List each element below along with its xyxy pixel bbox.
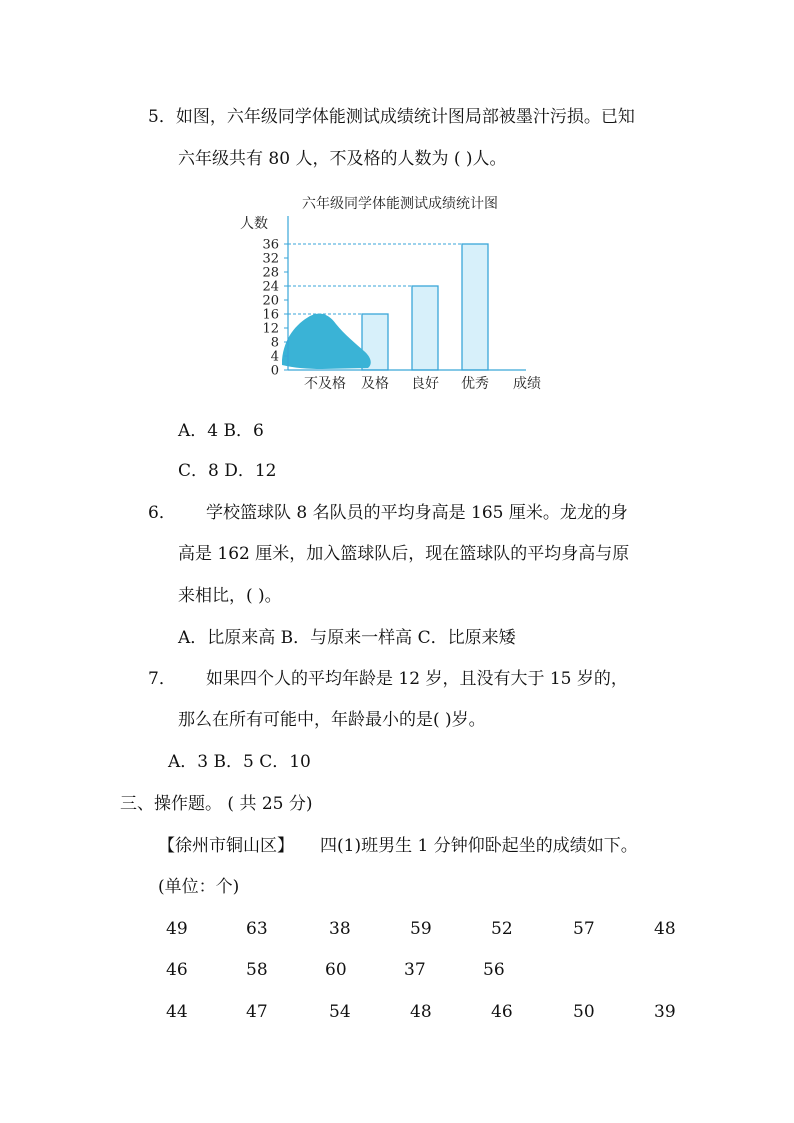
section-3-source: 【徐州市铜山区】 <box>158 836 294 856</box>
score-row-2-col-3: 60 <box>325 960 347 980</box>
chart-y-tick-label: 0 <box>270 363 279 379</box>
q6-options: A．比原来高 B．与原来一样高 C．比原来矮 <box>178 628 516 648</box>
score-row-1-col-7: 48 <box>654 919 676 939</box>
q5-line-2: 六年级共有 80 人，不及格的人数为 ( )人。 <box>178 149 507 169</box>
chart-title: 六年级同学体能测试成绩统计图 <box>302 196 498 212</box>
chart-y-tick-label: 12 <box>262 321 279 337</box>
chart-bar-优秀 <box>462 244 488 370</box>
section-3-intro: 四(1)班男生 1 分钟仰卧起坐的成绩如下。 <box>320 836 638 856</box>
chart-y-tick-label: 28 <box>262 265 279 281</box>
score-row-3-col-7: 39 <box>654 1002 676 1022</box>
score-row-3-col-5: 46 <box>491 1002 513 1022</box>
bar-chart <box>230 188 560 398</box>
q6-line-1: 学校篮球队 8 名队员的平均身高是 165 厘米。龙龙的身 <box>206 503 628 523</box>
score-row-2-col-5: 56 <box>483 960 505 980</box>
q6-line-2: 高是 162 厘米，加入篮球队后，现在篮球队的平均身高与原 <box>178 544 630 564</box>
score-row-3-col-4: 48 <box>410 1002 432 1022</box>
q7-number: 7． <box>148 669 176 689</box>
section-3-heading: 三、操作题。 ( 共 25 分) <box>120 794 313 814</box>
score-row-1-col-4: 59 <box>410 919 432 939</box>
chart-y-tick-label: 4 <box>270 349 279 365</box>
ink-stain <box>282 314 371 369</box>
score-row-1-col-3: 38 <box>329 919 351 939</box>
score-row-3-col-6: 50 <box>573 1002 595 1022</box>
q6-number: 6． <box>148 503 176 523</box>
section-3-unit: (单位：个) <box>158 877 240 897</box>
chart-y-tick-label: 36 <box>262 237 279 253</box>
score-row-1-col-6: 57 <box>573 919 595 939</box>
q7-options: A．3 B．5 C．10 <box>168 752 311 772</box>
chart-x-tick-label: 良好 <box>411 376 439 392</box>
q5-line-1: 5．如图，六年级同学体能测试成绩统计图局部被墨汁污损。已知 <box>148 107 635 127</box>
score-row-1-col-2: 63 <box>246 919 268 939</box>
chart-y-tick-label: 20 <box>262 293 279 309</box>
q5-options-row-2: C．8 D．12 <box>178 461 277 481</box>
chart-x-tick-label: 优秀 <box>461 376 489 392</box>
chart-y-tick-label: 24 <box>262 279 279 295</box>
score-row-2-col-2: 58 <box>246 960 268 980</box>
chart-x-tick-label: 不及格 <box>304 376 346 392</box>
chart-y-tick-label: 16 <box>262 307 279 323</box>
q6-line-3: 来相比，( )。 <box>178 586 282 606</box>
q7-line-1: 如果四个人的平均年龄是 12 岁，且没有大于 15 岁的， <box>206 669 628 689</box>
score-row-3-col-3: 54 <box>329 1002 351 1022</box>
score-row-1-col-1: 49 <box>166 919 188 939</box>
score-row-3-col-1: 44 <box>166 1002 188 1022</box>
chart-bar-良好 <box>412 286 438 370</box>
chart-y-tick-label: 8 <box>270 335 279 351</box>
chart-y-label: 人数 <box>240 216 268 232</box>
score-row-2-col-4: 37 <box>404 960 426 980</box>
chart-x-tick-label: 及格 <box>361 376 389 392</box>
q7-line-2: 那么在所有可能中，年龄最小的是( )岁。 <box>178 710 486 730</box>
chart-y-tick-label: 32 <box>262 251 279 267</box>
score-row-2-col-1: 46 <box>166 960 188 980</box>
score-row-3-col-2: 47 <box>246 1002 268 1022</box>
q5-options-row-1: A．4 B．6 <box>178 421 264 441</box>
score-row-1-col-5: 52 <box>491 919 513 939</box>
chart-x-label: 成绩 <box>513 376 541 392</box>
